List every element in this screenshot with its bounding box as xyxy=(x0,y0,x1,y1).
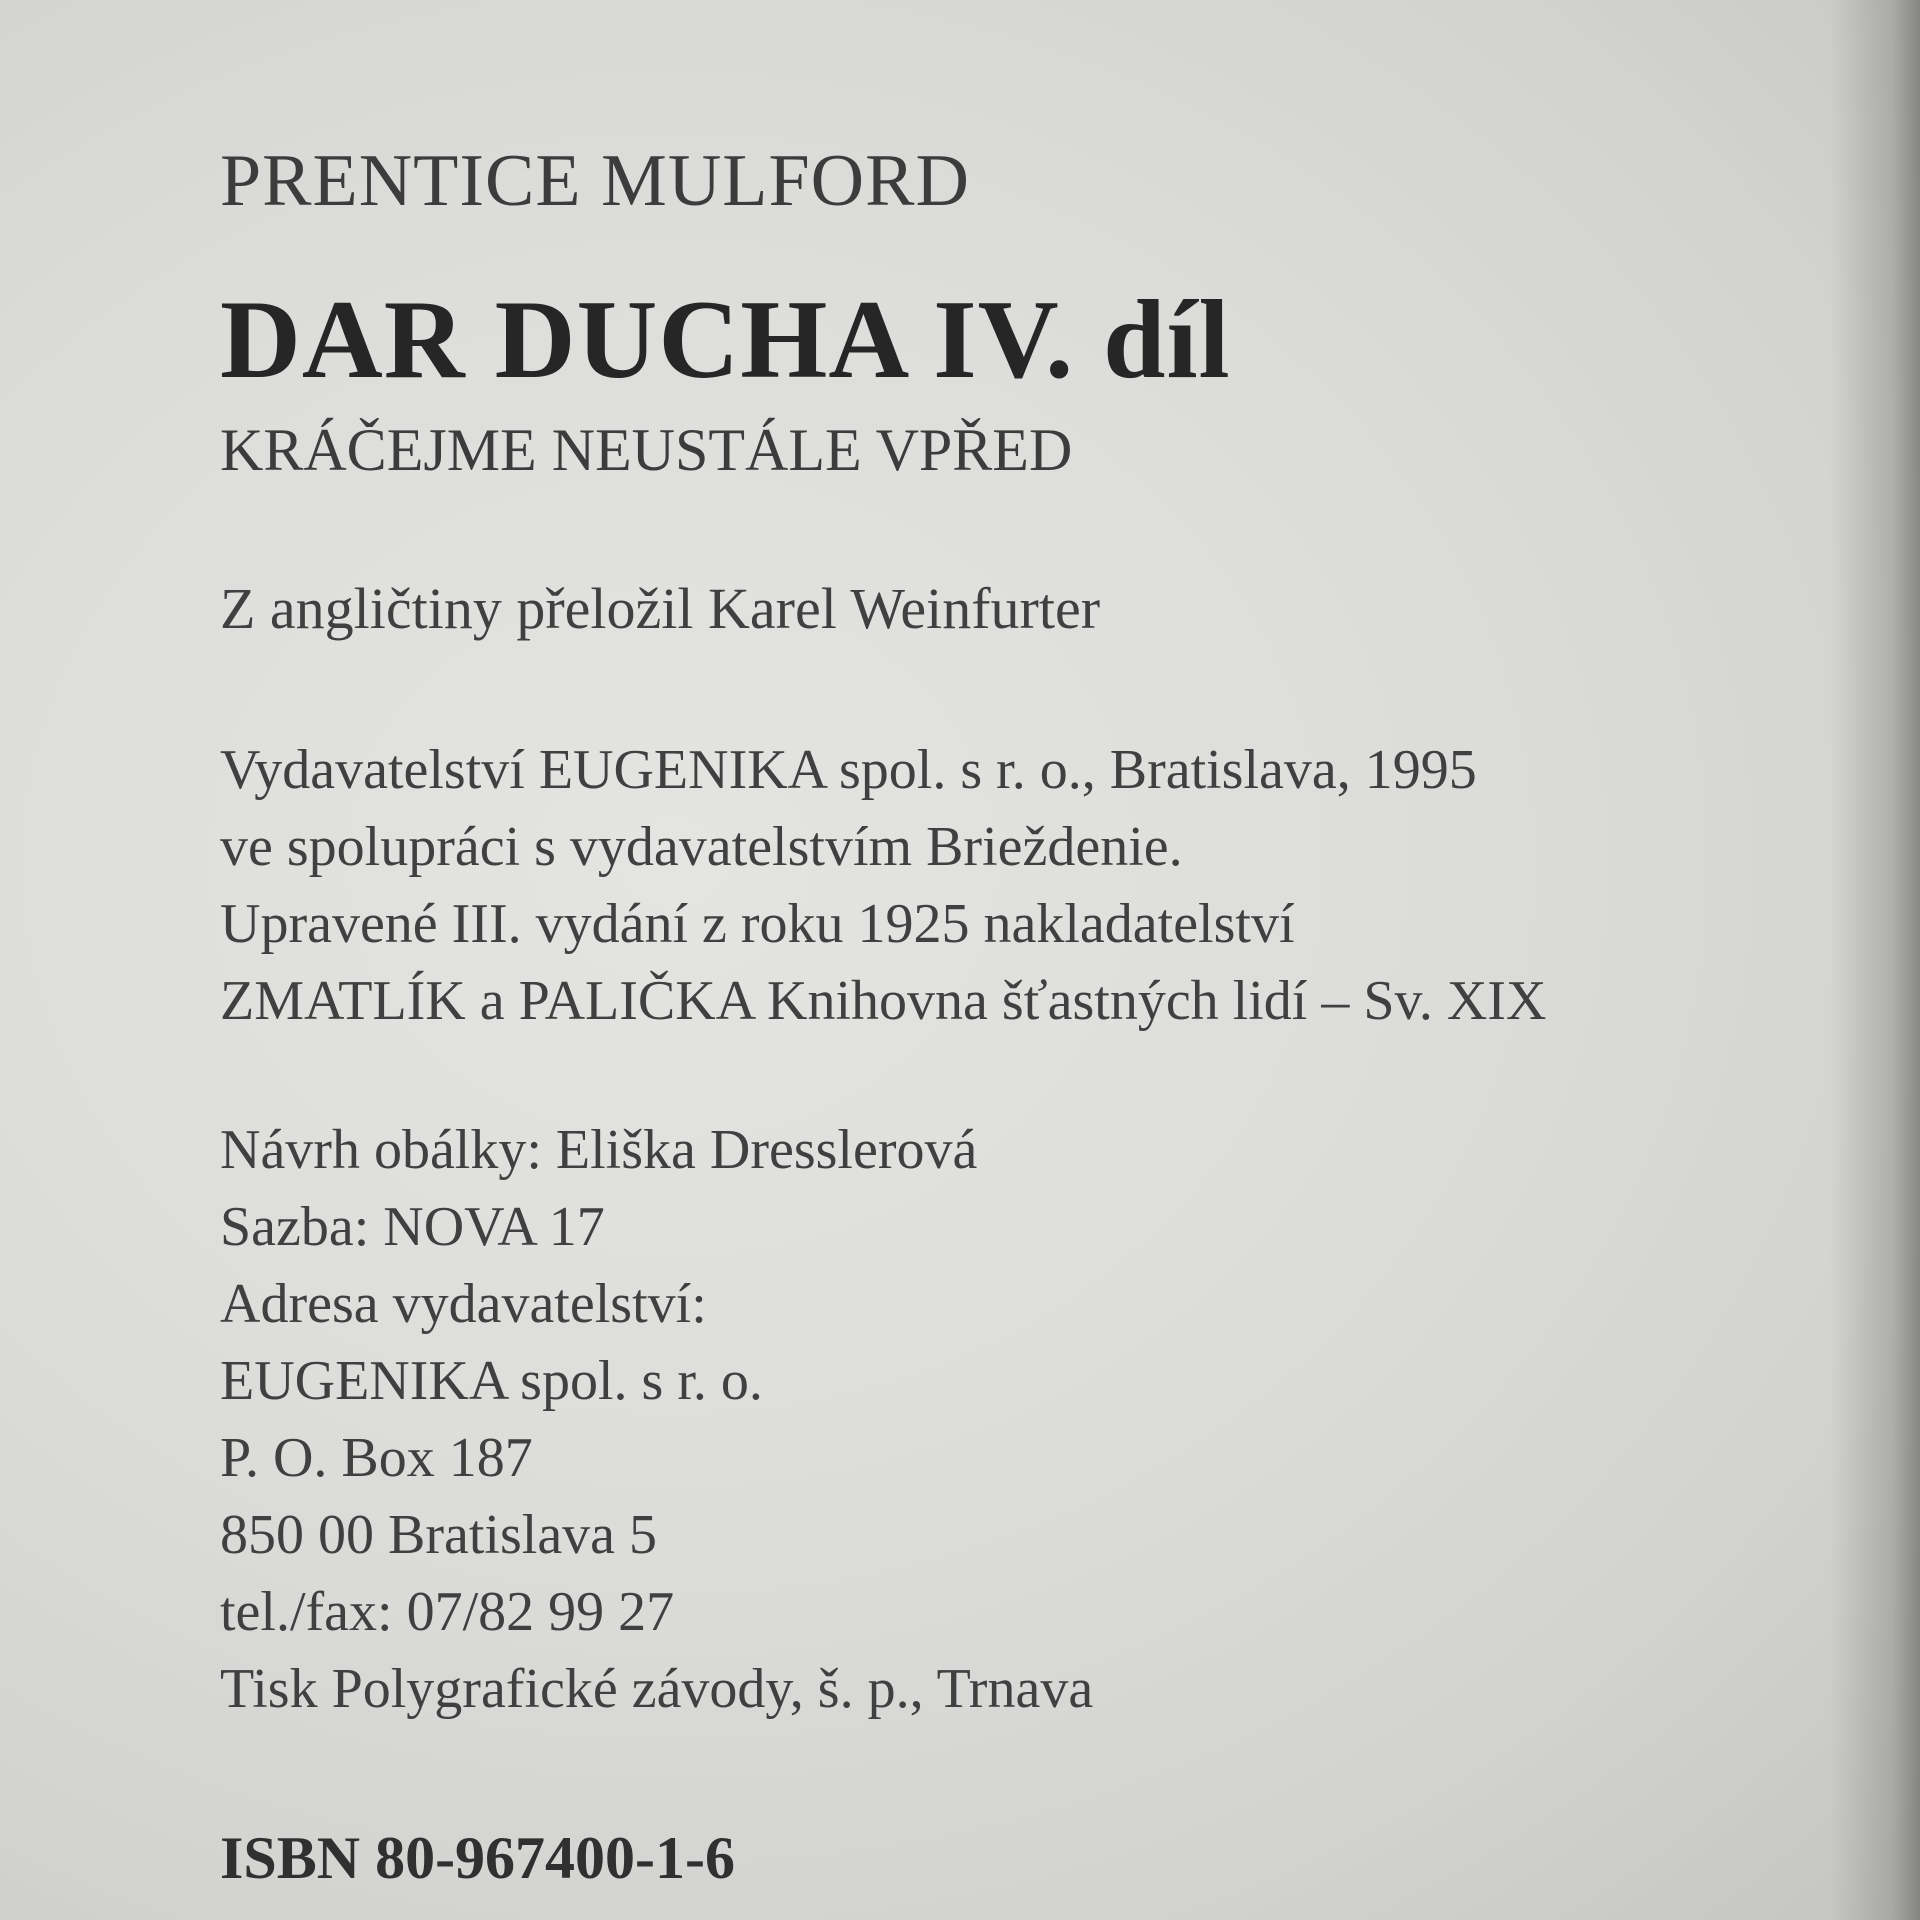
book-title: DAR DUCHA IV. díl xyxy=(220,278,1231,402)
cover-design-credit: Návrh obálky: Eliška Dresslerová xyxy=(220,1119,978,1181)
typesetting-credit: Sazba: NOVA 17 xyxy=(220,1196,605,1258)
publisher-address-line: EUGENIKA spol. s r. o. xyxy=(220,1350,763,1412)
publisher-line: Upravené III. vydání z roku 1925 nakladatelství xyxy=(220,893,1295,955)
publisher-address-label: Adresa vydavatelství: xyxy=(220,1273,707,1335)
isbn: ISBN 80-967400-1-6 xyxy=(220,1825,736,1891)
publisher-line: ve spolupráci s vydavatelstvím Brieždenie. xyxy=(220,816,1183,878)
author-name: PRENTICE MULFORD xyxy=(220,140,970,222)
translator-credit: Z angličtiny přeložil Karel Weinfurter xyxy=(220,576,1101,641)
publisher-info xyxy=(220,732,1546,1040)
publisher-line: Vydavatelství EUGENIKA spol. s r. o., Bratislava, 1995 xyxy=(220,739,1477,801)
publisher-address-line: 850 00 Bratislava 5 xyxy=(220,1504,658,1566)
credits-info xyxy=(220,1112,1093,1728)
publisher-phone: tel./fax: 07/82 99 27 xyxy=(220,1581,675,1643)
publisher-address-line: P. O. Box 187 xyxy=(220,1427,533,1489)
publisher-line: ZMATLÍK a PALIČKA Knihovna šťastných lidí – Sv. XIX xyxy=(220,970,1547,1032)
printer-credit: Tisk Polygrafické závody, š. p., Trnava xyxy=(220,1658,1094,1720)
book-subtitle: KRÁČEJME NEUSTÁLE VPŘED xyxy=(220,417,1073,483)
